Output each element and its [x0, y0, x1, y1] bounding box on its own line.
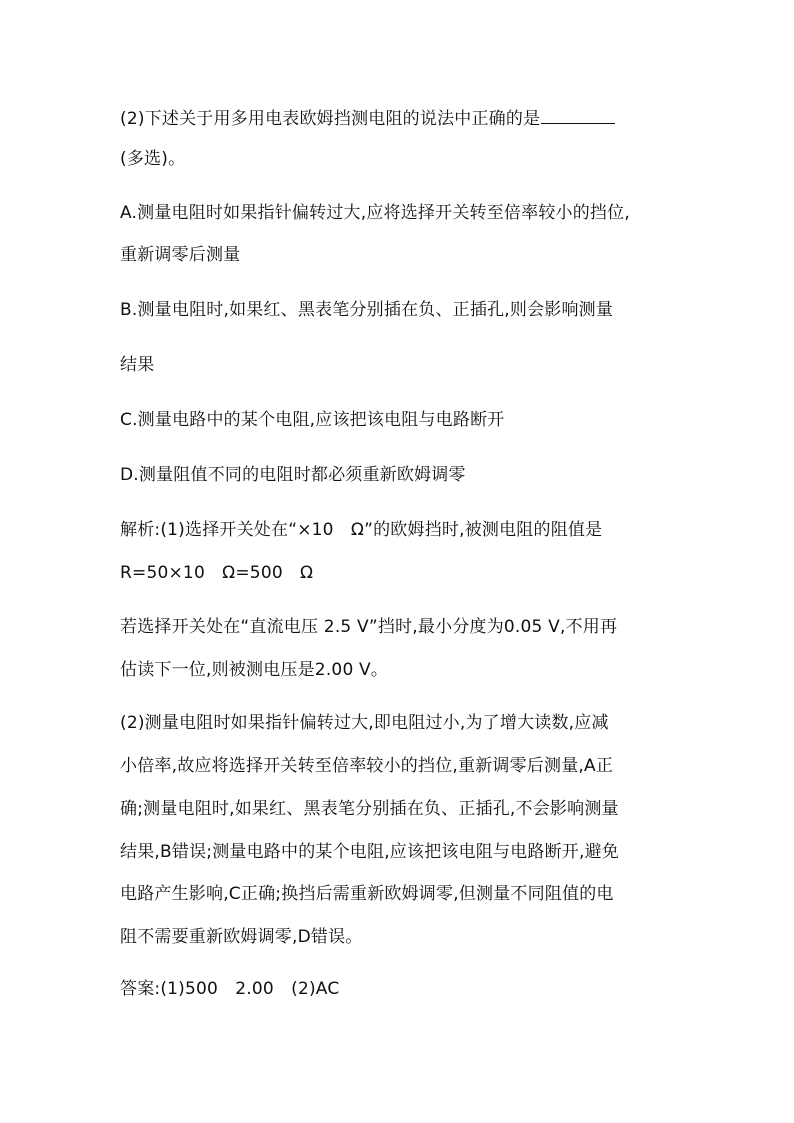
analysis-part2-line-4: 结果,B错误;测量电路中的某个电阻,应该把该电阻与电路断开,避免 [120, 842, 620, 862]
analysis-part2-line-2: 小倍率,故应将选择开关转至倍率较小的挡位,重新调零后测量,A正 [120, 756, 614, 776]
question-stem-line-1 [120, 106, 615, 131]
analysis-part2-line-3: 确;测量电阻时,如果红、黑表笔分别插在负、正插孔,不会影响测量 [120, 799, 619, 819]
option-b-line-2: 结果 [120, 355, 155, 375]
option-a-line-2: 重新调零后测量 [120, 245, 241, 265]
analysis-part2-line-1: (2)测量电阻时如果指针偏转过大,即电阻过小,为了增大读数,应减 [120, 713, 609, 733]
option-b-line-1: B.测量电阻时,如果红、黑表笔分别插在负、正插孔,则会影响测量 [120, 300, 614, 320]
analysis-part2-line-5: 电路产生影响,C正确;换挡后需重新欧姆调零,但测量不同阻值的电 [120, 884, 614, 904]
question-stem-text: (2)下述关于用多用电表欧姆挡测电阻的说法中正确的是 [120, 109, 541, 129]
analysis-part2-line-6: 阻不需要重新欧姆调零,D错误。 [120, 927, 363, 947]
question-stem-line-2: (多选)。 [120, 149, 186, 169]
option-d: D.测量阻值不同的电阻时都必须重新欧姆调零 [120, 465, 466, 485]
analysis-part1-line-1: 解析:(1)选择开关处在“×10 Ω”的欧姆挡时,被测电阻的阻值是 [120, 520, 603, 540]
answer-blank [541, 106, 615, 124]
option-c: C.测量电路中的某个电阻,应该把该电阻与电路断开 [120, 410, 505, 430]
answer-line: 答案:(1)500 2.00 (2)AC [120, 979, 340, 999]
option-a-line-1: A.测量电阻时如果指针偏转过大,应将选择开关转至倍率较小的挡位, [120, 203, 630, 223]
analysis-part1-voltage-line-1: 若选择开关处在“直流电压 2.5 V”挡时,最小分度为0.05 V,不用再 [120, 617, 618, 637]
analysis-part1-line-2: R=50×10 Ω=500 Ω [120, 563, 314, 583]
analysis-part1-voltage-line-2: 估读下一位,则被测电压是2.00 V。 [120, 660, 389, 680]
